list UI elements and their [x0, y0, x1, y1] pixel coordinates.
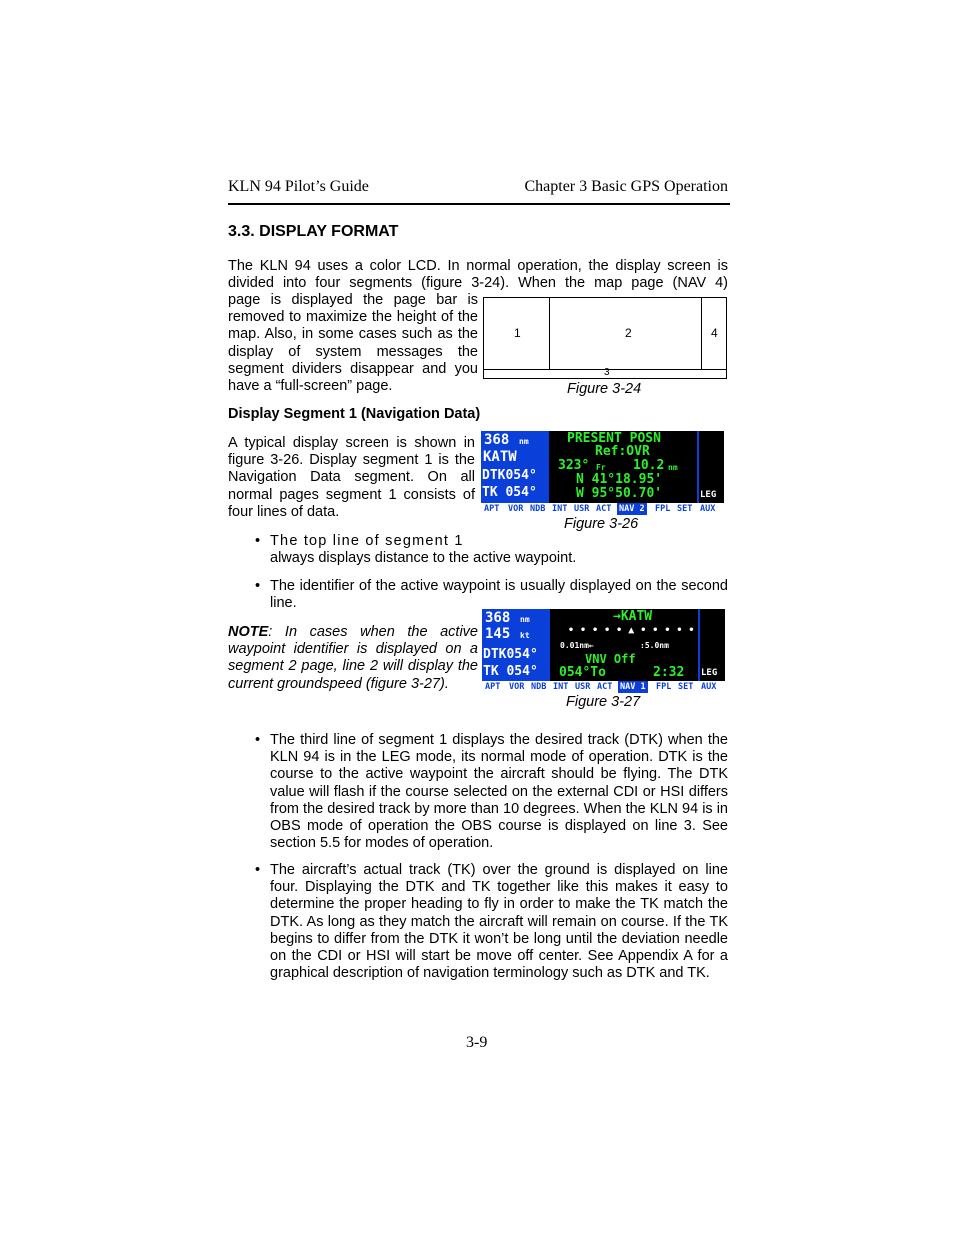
bullet-marker: • — [255, 533, 261, 549]
bullet-1-line-1: The top line of segment 1 — [270, 533, 464, 549]
pagebar-int: INT — [553, 682, 569, 692]
page-title: PRESENT POSN — [567, 431, 661, 446]
pagebar-aux: AUX — [700, 504, 716, 514]
bearing-value: 323° — [558, 458, 590, 473]
section-title: 3.3. DISPLAY FORMAT — [228, 223, 399, 240]
figure-3-27-caption: Figure 3-27 — [566, 694, 641, 710]
pagebar-usr: USR — [575, 682, 591, 692]
ref-distance-unit: nm — [668, 463, 678, 472]
pagebar-nav-selected: NAV 2 — [619, 504, 645, 514]
bullet-marker: • — [255, 862, 261, 878]
lcd-divider-right — [698, 609, 700, 681]
note-block — [228, 624, 478, 693]
subheading-segment-1: Display Segment 1 (Navigation Data) — [228, 406, 481, 422]
page-number: 3-9 — [466, 1034, 488, 1051]
reference-line: Ref:OVR — [595, 444, 650, 459]
pagebar-fpl: FPL — [655, 504, 671, 514]
pagebar-ndb: NDB — [531, 682, 547, 692]
figure-3-24-diagram — [483, 297, 727, 380]
header-rule — [228, 203, 730, 205]
figure-3-26-display — [481, 431, 724, 515]
desired-track: DTK054° — [483, 647, 538, 662]
pagebar-aux: AUX — [701, 682, 717, 692]
pagebar-vor: VOR — [509, 682, 525, 692]
segment-divider-2 — [701, 297, 702, 370]
pagebar-usr: USR — [574, 504, 590, 514]
pagebar-fpl: FPL — [656, 682, 672, 692]
bullet-marker: • — [255, 578, 261, 594]
segment-4-label: 4 — [711, 326, 718, 340]
distance-value: 368 — [485, 610, 511, 626]
distance-unit: nm — [520, 615, 530, 624]
segment-1-label: 1 — [514, 326, 521, 340]
figure-3-26-caption: Figure 3-26 — [564, 516, 639, 532]
longitude: W 95°50.70' — [576, 486, 663, 501]
note-text: : In cases when the active waypoint identifier is displayed on a segment 2 page, line 2 will display the current groundspeed (figure 3-27). — [228, 624, 478, 692]
bullet-3-text: The third line of segment 1 displays the desired track (DTK) when the KLN 94 is in the LEG mode, its normal mode of operation. DTK is the course to the active waypoint the aircraft should be flying. The DTK value will flash if the course selected on the external CDI or HSI differs from the desired track by more than 10 degrees. When the KLN 94 is in OBS mode of operation the OBS course is displayed on line 3. See section 5.5 for modes of operation. — [270, 732, 728, 852]
nav-data-segment — [481, 431, 547, 503]
desired-track: DTK054° — [482, 468, 537, 483]
active-waypoint: KATW — [483, 449, 517, 465]
lcd-divider-right — [697, 431, 699, 503]
pagebar-apt: APT — [485, 682, 501, 692]
segment-2-label: 2 — [625, 326, 632, 340]
segment-1-paragraph: A typical display screen is shown in figure 3-26. Display segment 1 is the Navigation Data segment. On all normal pages segment 1 consists of four lines of data. — [228, 435, 475, 520]
mode-indicator: LEG — [701, 668, 718, 678]
ref-distance: 10.2 — [633, 458, 665, 473]
bullet-2-text: The identifier of the active waypoint is usually displayed on the second line. — [270, 578, 728, 612]
cdi-scale-right: :5.0nm — [640, 641, 669, 650]
pagebar-set: SET — [678, 682, 694, 692]
distance-unit: nm — [519, 437, 529, 446]
pagebar-int: INT — [552, 504, 568, 514]
vnav-status: VNV Off — [585, 652, 636, 666]
time-to-waypoint: 2:32 — [653, 665, 685, 680]
pagebar-set: SET — [677, 504, 693, 514]
note-label: NOTE — [228, 624, 269, 640]
intro-line-2: divided into four segments (figure 3-24). When the map page (NAV 4) — [228, 275, 728, 291]
distance-value: 368 — [484, 432, 510, 448]
page-bar — [482, 681, 725, 693]
lcd-divider — [548, 609, 550, 681]
figure-3-24-caption: Figure 3-24 — [567, 381, 642, 397]
actual-track: TK 054° — [483, 664, 538, 679]
pagebar-act: ACT — [597, 682, 613, 692]
mode-indicator: LEG — [700, 490, 717, 500]
groundspeed-unit: kt — [520, 631, 530, 640]
intro-line-1: The KLN 94 uses a color LCD. In normal operation, the display screen is — [228, 258, 728, 274]
figure-3-27-display — [482, 609, 725, 693]
cdi-scale: • • • • • ▲ • • • • • — [568, 625, 695, 636]
from-indicator: Fr — [596, 463, 606, 472]
segment-3-label: 3 — [604, 367, 610, 378]
page-bar — [481, 503, 724, 515]
header-right: Chapter 3 Basic GPS Operation — [524, 178, 728, 195]
pagebar-nav-selected: NAV 1 — [620, 682, 646, 692]
bullet-4-text: The aircraft’s actual track (TK) over the ground is displayed on line four. Displaying the DTK and TK together like this makes it easy to determine the proper heading to fly in order to make the TK match the DTK. As long as they match the aircraft will remain on course. If the TK begins to differ from the DTK it won’t be long until the deviation needle on the CDI or HSI will start be move off center. See Appendix A for a graphical description of navigation terminology such as DTK and TK. — [270, 862, 728, 982]
header-left: KLN 94 Pilot’s Guide — [228, 178, 369, 195]
pagebar-apt: APT — [484, 504, 500, 514]
active-waypoint-title: →KATW — [613, 609, 653, 624]
pagebar-act: ACT — [596, 504, 612, 514]
nav-data-segment — [482, 609, 548, 681]
pagebar-vor: VOR — [508, 504, 524, 514]
latitude: N 41°18.95' — [576, 472, 663, 487]
bullet-1-line-2: always displays distance to the active waypoint. — [270, 550, 577, 566]
groundspeed-value: 145 — [485, 626, 511, 642]
intro-wrap-text: page is displayed the page bar is removed to maximize the height of the map. Also, in some cases such as the display of system messages the segment dividers disappear and you have a “full-screen” page. — [228, 292, 478, 395]
actual-track: TK 054° — [482, 485, 537, 500]
bearing-to: 054°To — [559, 665, 606, 680]
pagebar-ndb: NDB — [530, 504, 546, 514]
lcd-divider — [547, 431, 549, 503]
bullet-marker: • — [255, 732, 261, 748]
segment-divider-1 — [549, 297, 550, 370]
cdi-scale-left: 0.01nm← — [560, 641, 594, 650]
